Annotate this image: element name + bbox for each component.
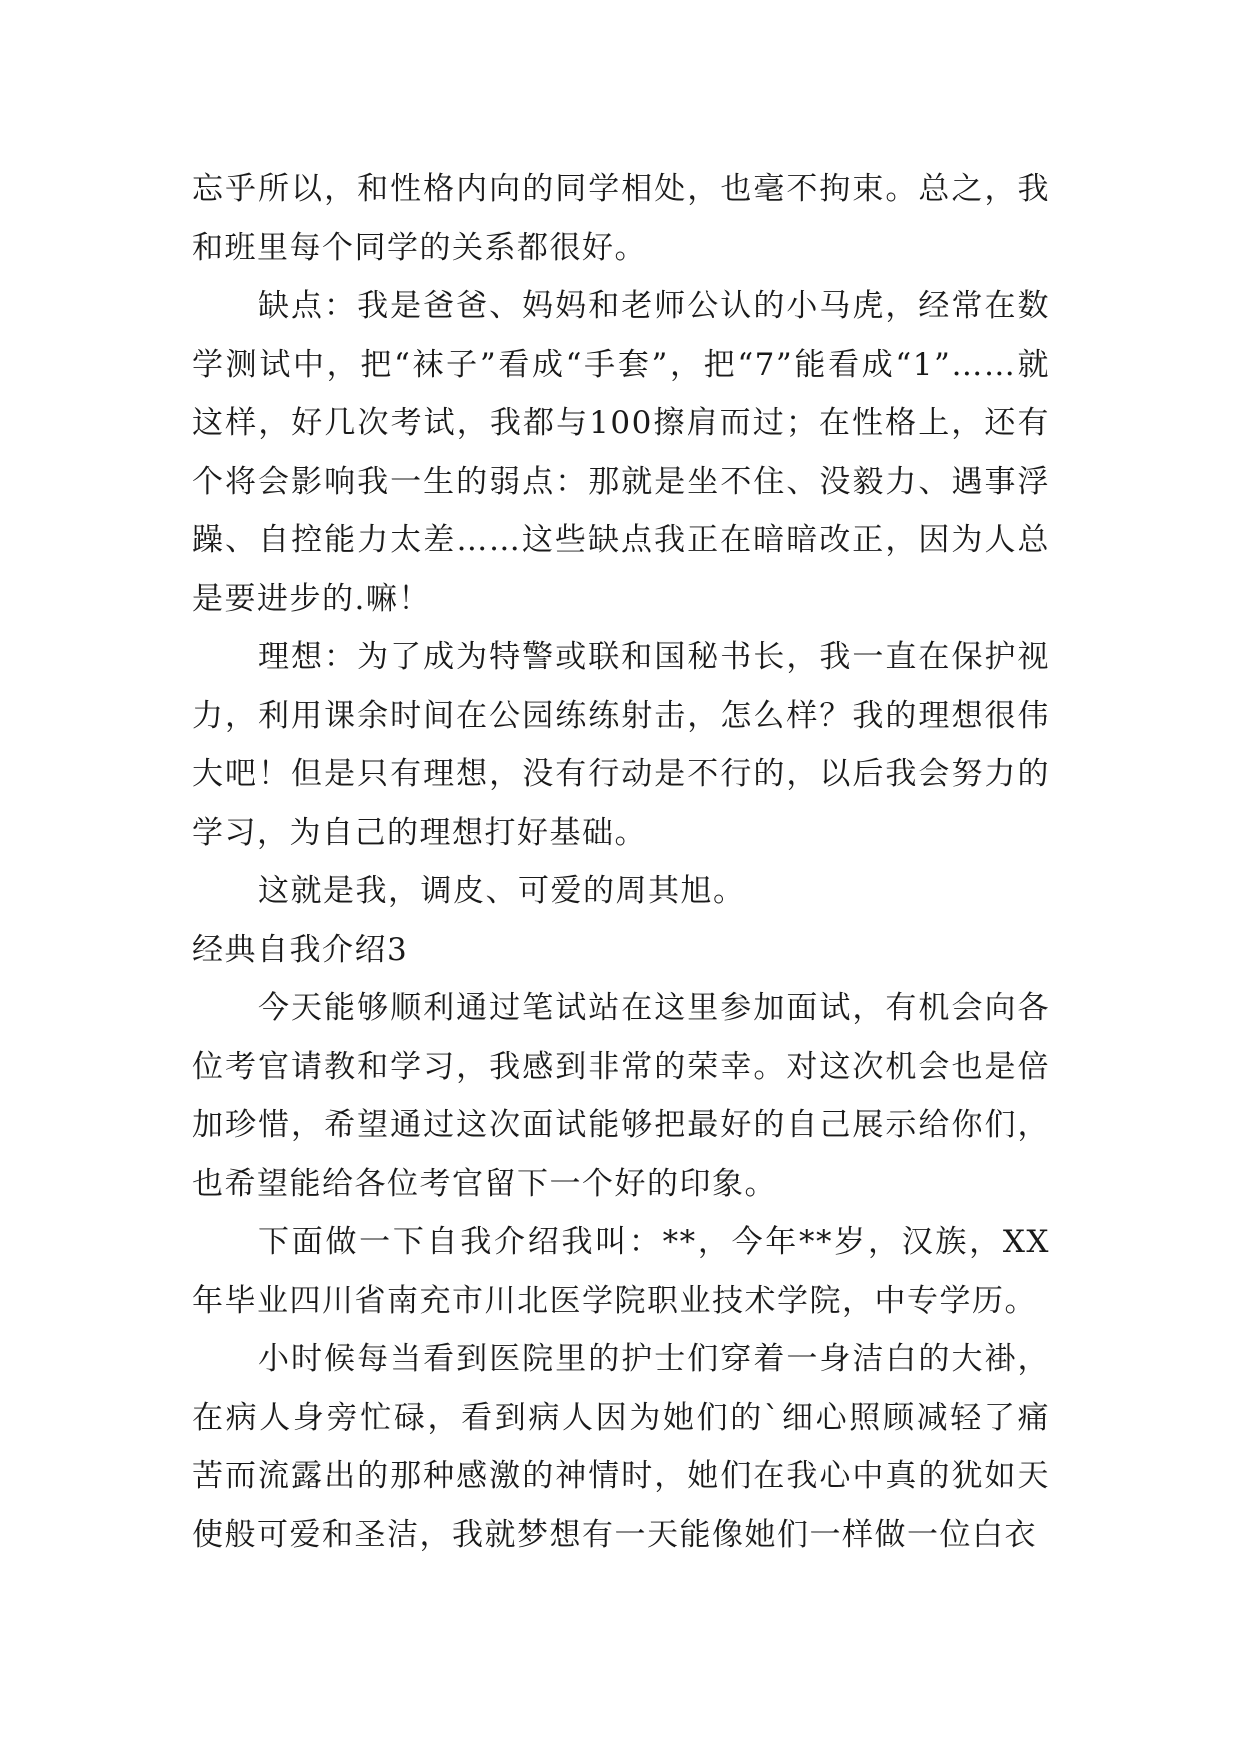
paragraph-childhood-dream: 小时候每当看到医院里的护士们穿着一身洁白的大褂，在病人身旁忙碌，看到病人因为她们的`细心照顾减轻了痛苦而流露出的那种感激的神情时，她们在我心中真的犹如天使般可爱和圣洁，我就梦想有一天能像她们一样做一位白衣	[192, 1341, 1050, 1553]
paragraph-shortcomings: 缺点：我是爸爸、妈妈和老师公认的小马虎，经常在数学测试中，把“袜子”看成“手套”，把“7”能看成“1”……就这样，好几次考试，我都与100擦肩而过；在性格上，还有个将会影响我一生的弱点：那就是坐不住、没毅力、遇事浮躁、自控能力太差……这些缺点我正在暗暗改正，因为人总是要进步的.嘛！	[192, 288, 1050, 617]
section-heading: 经典自我介绍3	[192, 931, 409, 968]
paragraph-self-introduction: 下面做一下自我介绍我叫：**，今年**岁，汉族，XX年毕业四川省南充市川北医学院职业技术学院，中专学历。	[192, 1224, 1050, 1319]
paragraph-relationships: 忘乎所以，和性格内向的同学相处，也毫不拘束。总之，我和班里每个同学的关系都很好。	[192, 171, 1050, 266]
paragraph-ideals: 理想：为了成为特警或联和国秘书长，我一直在保护视力，利用课余时间在公园练练射击，怎么样？我的理想很伟大吧！但是只有理想，没有行动是不行的，以后我会努力的学习，为自己的理想打好基础。	[192, 639, 1050, 851]
document-page	[192, 160, 1050, 1564]
paragraph-closing: 这就是我，调皮、可爱的周其旭。	[258, 873, 746, 909]
paragraph-interview-intro: 今天能够顺利通过笔试站在这里参加面试，有机会向各位考官请教和学习，我感到非常的荣幸。对这次机会也是倍加珍惜，希望通过这次面试能够把最好的自己展示给你们，也希望能给各位考官留下一个好的印象。	[192, 990, 1050, 1202]
